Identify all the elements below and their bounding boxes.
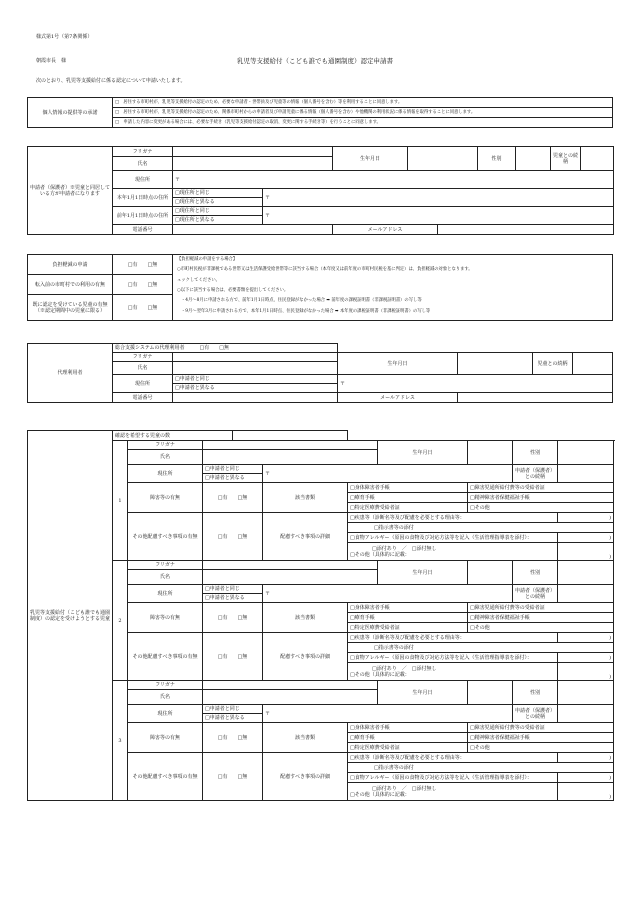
notes-line: ・4月〜8月に申請される方で、前年1月1日時点、住民登録がなかった場合 ➡ 前年度の課税証明書（非課税証明書）の写し等 xyxy=(181,298,422,304)
furigana-field[interactable] xyxy=(173,147,333,157)
intro-text: 次のとおり、乳児等支援給付に係る認定について申請いたします。 xyxy=(36,78,186,84)
detail-line[interactable]: □指示書等の添付 xyxy=(348,643,614,653)
relation-label: 申請者（保護者）との続柄 xyxy=(513,465,558,483)
same-as-option[interactable]: □申請者と同じ xyxy=(203,705,263,714)
cert-option[interactable]: □身体障害者手帳 xyxy=(348,723,468,733)
disability-label: 障害等の有無 xyxy=(128,483,203,513)
postal-mark: 〒 xyxy=(265,194,271,201)
cert-option[interactable]: □精神障害者保健福祉手帳 xyxy=(468,733,614,743)
cert-option[interactable]: □障害児通所給付費等の受給者証 xyxy=(468,603,614,613)
birthdate-label: 生年月日 xyxy=(333,147,408,171)
furigana-field[interactable] xyxy=(203,681,378,690)
birthdate-label: 生年月日 xyxy=(338,353,458,375)
cert-option[interactable]: □特定医療費受給者証 xyxy=(348,503,468,513)
diff-from-option[interactable]: □申請者と異なる xyxy=(203,714,263,723)
name-field[interactable] xyxy=(203,690,378,705)
furigana-field[interactable] xyxy=(203,561,378,570)
detail-line[interactable]: □食物アレルギー（原因の食物及び対応方法等を記入（生活管理指導表を添付）： xyxy=(348,653,558,663)
address-label: 現住所 xyxy=(113,171,173,189)
same-as-option[interactable]: □申請者と同じ xyxy=(203,585,263,594)
detail-line[interactable]: □添付あり ／ □添付無し □その他（具体的に記載： xyxy=(348,663,558,681)
diff-from-option[interactable]: □申請者と異なる xyxy=(203,594,263,603)
relation-field[interactable] xyxy=(558,705,614,723)
notes-line: ・9月〜翌年3月に申請される方で、本年1月1日時点、住民登録がなかった場合 ➡ 本年度の課税証明書（非課税証明書）の写し等 xyxy=(181,308,431,314)
relation-field[interactable] xyxy=(558,465,614,483)
child-index: 3 xyxy=(113,681,128,801)
notes-line: ェックしてください。 xyxy=(177,277,220,283)
address-field[interactable] xyxy=(263,705,513,723)
name-label: 氏名 xyxy=(113,157,173,171)
phone-label: 電話番号 xyxy=(113,225,173,235)
birthdate-label: 生年月日 xyxy=(378,681,468,705)
postal-mark: 〒 xyxy=(265,590,271,597)
furigana-label: フリガナ xyxy=(113,147,173,157)
close-paren: ) xyxy=(558,633,614,643)
notes-box xyxy=(173,255,613,321)
postal-mark: 〒 xyxy=(175,176,181,183)
consider-detail-label: 配慮すべき事項の詳細 xyxy=(263,633,348,681)
consider-detail-label: 配慮すべき事項の詳細 xyxy=(263,753,348,801)
cert-option[interactable]: □障害児通所給付費等の受給者証 xyxy=(468,723,614,733)
status-options[interactable]: □有 □無 xyxy=(113,255,173,275)
birthdate-field[interactable] xyxy=(458,353,533,375)
relation-field[interactable] xyxy=(581,147,614,171)
gender-label: 性別 xyxy=(513,441,558,465)
close-paren: ) xyxy=(558,533,614,543)
status-options[interactable]: □有 □無 xyxy=(113,275,173,295)
disability-label: 障害等の有無 xyxy=(128,603,203,633)
children-label: 乳児等支援給付（こども誰でも通園制度）の認定を受けようとする児童 xyxy=(28,431,113,801)
disability-label: 障害等の有無 xyxy=(128,723,203,753)
cert-option[interactable]: □特定医療費受給者証 xyxy=(348,743,468,753)
jan1-this-label: 本年1月1日時点の住所 xyxy=(113,189,173,207)
relation-field[interactable] xyxy=(573,353,613,375)
jan1-this-field[interactable] xyxy=(263,189,614,207)
same-as-option[interactable]: □申請者と同じ xyxy=(203,465,263,474)
consent-item[interactable]: □ 居住する市町村が、乳児等支援給付の認定のため、必要な申請者・世帯員及び児童等の情報（個人番号を含む）等を利用することに同意します。 xyxy=(113,98,613,108)
detail-line[interactable]: □添付あり ／ □添付無し □その他（具体的に記載： xyxy=(348,783,558,801)
cert-label: 該当書類 xyxy=(263,723,348,753)
address-label: 現住所 xyxy=(113,375,173,393)
close-paren: ) xyxy=(558,543,614,561)
cert-option[interactable]: □身体障害者手帳 xyxy=(348,603,468,613)
detail-line[interactable]: □指示書等の添付 xyxy=(348,763,614,773)
gender-field[interactable] xyxy=(558,441,614,465)
address-field[interactable] xyxy=(338,375,613,393)
relation-label: 児童との続柄 xyxy=(551,147,581,171)
consider-detail-label: 配慮すべき事項の詳細 xyxy=(263,513,348,561)
status-label: 負担軽減の申請 xyxy=(28,255,113,275)
consider-label: その他配慮すべき事項の有無 xyxy=(128,753,203,801)
detail-line[interactable]: □疾患等（診断名等及び配慮を必要とする理由等： xyxy=(348,753,558,763)
applicant-label: 申請者（保護者）※児童と同居している方が申請者になります xyxy=(28,147,113,235)
jan1-prev-field[interactable] xyxy=(263,207,614,225)
postal-mark: 〒 xyxy=(265,212,271,219)
page-title: 乳児等支援給付（こども誰でも通園制度）認定申請書 xyxy=(237,57,393,65)
detail-line[interactable]: □疾患等（診断名等及び配慮を必要とする理由等： xyxy=(348,513,558,523)
email-field[interactable] xyxy=(458,393,613,403)
detail-line[interactable]: □食物アレルギー（原因の食物及び対応方法等を記入（生活管理指導表を添付）： xyxy=(348,773,558,783)
notes-heading: 【負担軽減の申請をする場合】 xyxy=(177,257,238,262)
address-field[interactable] xyxy=(263,585,513,603)
close-paren: ) xyxy=(558,653,614,663)
gender-field[interactable] xyxy=(558,561,614,585)
consider-options[interactable]: □有 □無 xyxy=(203,513,263,561)
diff-from-option[interactable]: □申請者と異なる xyxy=(173,384,338,393)
gender-field[interactable] xyxy=(558,681,614,705)
proxy-table xyxy=(27,343,613,403)
diff-from-option[interactable]: □現住所と異なる xyxy=(173,216,263,225)
birthdate-field[interactable] xyxy=(468,561,513,585)
consider-label: その他配慮すべき事項の有無 xyxy=(128,633,203,681)
furigana-label: フリガナ xyxy=(128,681,203,690)
consent-label: 個人情報の提供等の承諾 xyxy=(28,98,113,128)
proxy-label: 代理利用者 xyxy=(28,344,113,403)
name-label: 氏名 xyxy=(113,362,173,375)
consider-options[interactable]: □有 □無 xyxy=(203,753,263,801)
name-label: 氏名 xyxy=(128,690,203,705)
consent-item[interactable]: □ 居住する市町村が、乳児等支援給付の認定のため、関係市町村からの申請者及び申請児童に係る情報（個人番号を含む）や他機関の利用状況に係る情報を取得することに同意します。 xyxy=(113,108,613,118)
detail-line[interactable]: □食物アレルギー（原因の食物及び対応方法等を記入（生活管理指導表を添付）： xyxy=(348,533,558,543)
birthdate-field[interactable] xyxy=(468,441,513,465)
furigana-field[interactable] xyxy=(203,441,378,450)
close-paren: ) xyxy=(558,773,614,783)
notes-line: ○以下に該当する場合は、必要書類を提出してください。 xyxy=(177,288,289,294)
phone-field[interactable] xyxy=(173,225,333,235)
email-label: メールアドレス xyxy=(338,393,458,403)
cert-option[interactable]: □特定医療費受給者証 xyxy=(348,623,468,633)
address-label: 現住所 xyxy=(128,705,203,723)
address-field[interactable] xyxy=(173,171,614,189)
same-as-option[interactable]: □現住所と同じ xyxy=(173,189,263,198)
form-number: 様式第1号（第7条関係） xyxy=(36,34,93,40)
name-field[interactable] xyxy=(203,450,378,465)
consent-item[interactable]: □ 申請した内容に変更がある場合には、必要な手続き（乳児等支援給付認定の取消、変更に関する手続き等）を行うことに同意します。 xyxy=(113,118,613,128)
name-field[interactable] xyxy=(203,570,378,585)
birthdate-label: 生年月日 xyxy=(378,561,468,585)
child-index: 2 xyxy=(113,561,128,681)
status-options[interactable]: □有 □無 xyxy=(113,295,173,321)
detail-line[interactable]: □添付あり ／ □添付無し □その他（具体的に記載： xyxy=(348,543,558,561)
cert-option[interactable]: □精神障害者保健福祉手帳 xyxy=(468,613,614,623)
applicant-table xyxy=(27,146,614,235)
detail-line[interactable]: □指示書等の添付 xyxy=(348,523,614,533)
notes-line: ○市町村民税が非課税である世帯又は生活保護受給世帯等に該当する場合（本年度又は前年度の市町村民税を基に判定）は、負担軽減の対象となります。 xyxy=(177,267,473,273)
status-label: 既に認定を受けている児童の有無（※認定期間中の児童に限る） xyxy=(28,295,113,321)
child-index: 1 xyxy=(113,441,128,561)
disability-options[interactable]: □有 □無 xyxy=(203,723,263,753)
relation-label: 申請者（保護者）との続柄 xyxy=(513,585,558,603)
email-label: メールアドレス xyxy=(333,225,438,235)
consent-table xyxy=(27,97,613,128)
proxy-system-options[interactable]: □有 □無 xyxy=(199,345,229,351)
close-paren: ) xyxy=(558,783,614,801)
birthdate-field[interactable] xyxy=(468,681,513,705)
furigana-field[interactable] xyxy=(173,353,338,362)
children-table xyxy=(27,430,614,801)
cert-option[interactable]: □その他 xyxy=(468,623,614,633)
diff-from-option[interactable]: □現住所と異なる xyxy=(173,198,263,207)
cert-option[interactable]: □療育手帳 xyxy=(348,613,468,623)
furigana-label: フリガナ xyxy=(128,561,203,570)
gender-label: 性別 xyxy=(513,681,558,705)
addressee: 朝霞市長 様 xyxy=(36,58,67,64)
close-paren: ) xyxy=(558,753,614,763)
postal-mark: 〒 xyxy=(340,380,346,387)
cert-label: 該当書類 xyxy=(263,483,348,513)
status-table xyxy=(27,254,613,321)
cert-option[interactable]: □その他 xyxy=(468,503,614,513)
phone-field[interactable] xyxy=(173,393,338,403)
gender-label: 性別 xyxy=(478,147,516,171)
postal-mark: 〒 xyxy=(265,470,271,477)
gender-label: 性別 xyxy=(513,561,558,585)
jan1-prev-label: 前年1月1日時点の住所 xyxy=(113,207,173,225)
furigana-label: フリガナ xyxy=(113,353,173,362)
consider-options[interactable]: □有 □無 xyxy=(203,633,263,681)
consider-label: その他配慮すべき事項の有無 xyxy=(128,513,203,561)
furigana-label: フリガナ xyxy=(128,441,203,450)
status-label: 転入前の市町村での利用の有無 xyxy=(28,275,113,295)
cert-option[interactable]: □療育手帳 xyxy=(348,733,468,743)
gender-field[interactable] xyxy=(516,147,551,171)
relation-label: 申請者（保護者）との続柄 xyxy=(513,705,558,723)
birthdate-label: 生年月日 xyxy=(378,441,468,465)
address-label: 現住所 xyxy=(128,465,203,483)
relation-label: 児童との続柄 xyxy=(533,353,573,375)
name-label: 氏名 xyxy=(128,570,203,585)
email-field[interactable] xyxy=(438,225,614,235)
postal-mark: 〒 xyxy=(265,710,271,717)
disability-options[interactable]: □有 □無 xyxy=(203,483,263,513)
child-count-label: 確認を希望する児童の数 xyxy=(113,431,233,441)
cert-label: 該当書類 xyxy=(263,603,348,633)
same-as-option[interactable]: □現住所と同じ xyxy=(173,207,263,216)
cert-option[interactable]: □障害児通所給付費等の受給者証 xyxy=(468,483,614,493)
close-paren: ) xyxy=(558,663,614,681)
cert-option[interactable]: □その他 xyxy=(468,743,614,753)
proxy-system-label: 総合支援システムの代理利用者 □有 □無 xyxy=(113,344,338,353)
close-paren: ) xyxy=(558,513,614,523)
relation-field[interactable] xyxy=(558,585,614,603)
name-field[interactable] xyxy=(173,362,338,375)
cert-option[interactable]: □身体障害者手帳 xyxy=(348,483,468,493)
name-field[interactable] xyxy=(173,157,333,171)
phone-label: 電話番号 xyxy=(113,393,173,403)
birthdate-field[interactable] xyxy=(408,147,478,171)
same-as-option[interactable]: □申請者と同じ xyxy=(173,375,338,384)
name-label: 氏名 xyxy=(128,450,203,465)
diff-from-option[interactable]: □申請者と異なる xyxy=(203,474,263,483)
address-label: 現住所 xyxy=(128,585,203,603)
detail-line[interactable]: □疾患等（診断名等及び配慮を必要とする理由等： xyxy=(348,633,558,643)
child-count-field[interactable] xyxy=(233,431,348,441)
disability-options[interactable]: □有 □無 xyxy=(203,603,263,633)
cert-option[interactable]: □療育手帳 xyxy=(348,493,468,503)
cert-option[interactable]: □精神障害者保健福祉手帳 xyxy=(468,493,614,503)
address-field[interactable] xyxy=(263,465,513,483)
